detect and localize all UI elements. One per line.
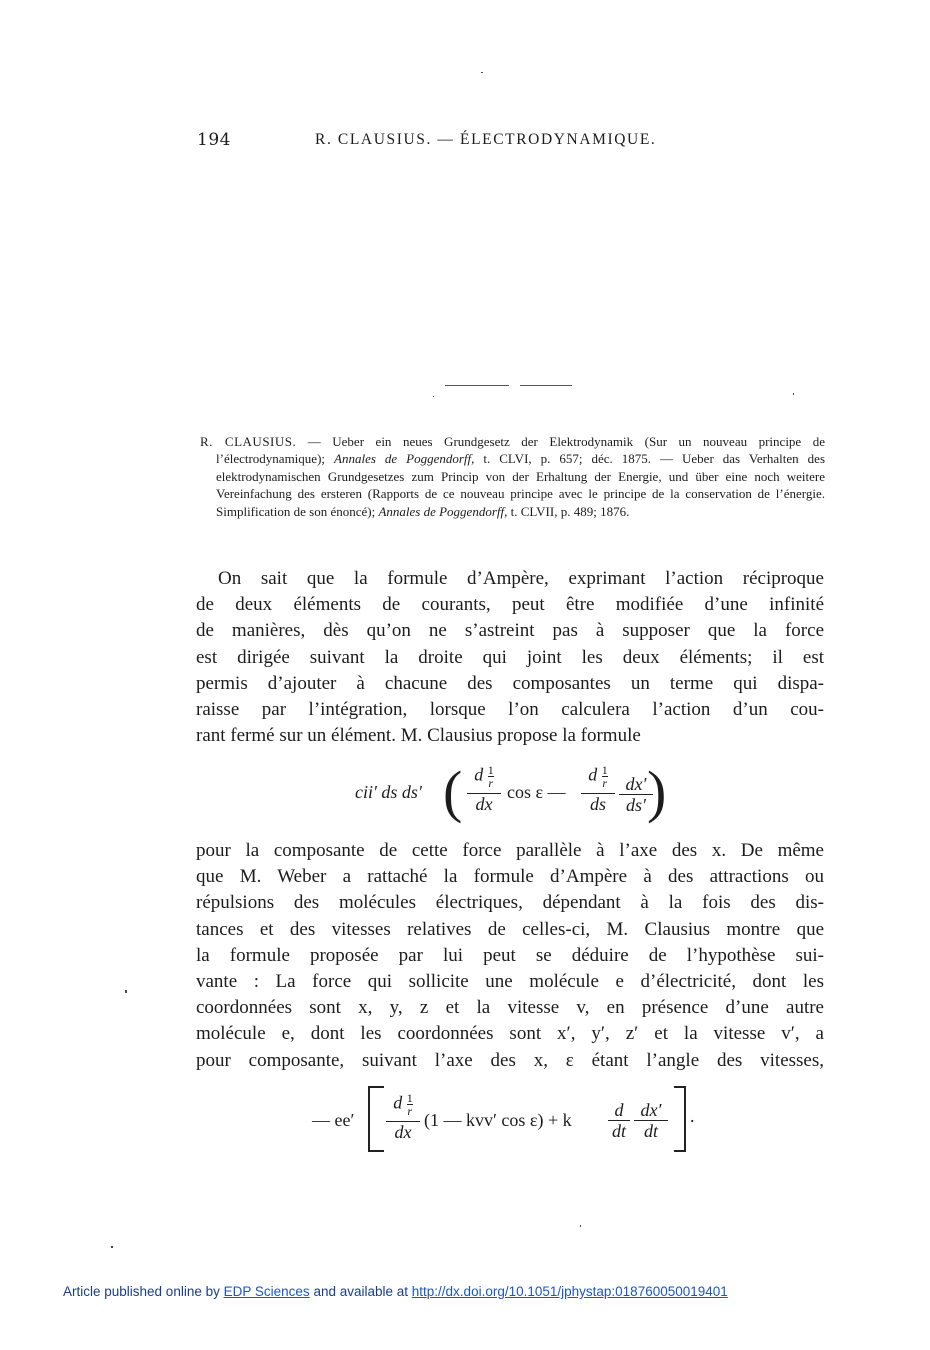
bibliographic-reference [200,433,825,520]
formula2-left-bracket [368,1086,384,1152]
formula2-suffix: . [690,1106,695,1126]
footer-prefix: Article published online by [63,1284,220,1299]
footer-middle: and available at [313,1284,409,1299]
paragraph-line: vante : La force qui sollicite une molécule e d’électricité, dont les [196,970,824,992]
reference-part2-text: — Ueber das Verhalten des elektrodynamischen Grundgesetzes zum Princip von der Erhaltung der Energie, und über eine noch weitere Vereinfachung des ersteren (Rapports de ce nouveau principe avec le principe de la conservation de l’énergie. Simplification de son énoncé); [216,451,825,519]
formula1-frac2-den: ds [581,793,615,814]
formula1-cos-term: cos ε — [507,782,566,802]
running-header [0,130,930,154]
paragraph-line: est dirigée suivant la droite qui joint les deux éléments; il est [196,646,824,668]
separator-dash-left [445,385,509,386]
publisher-link[interactable]: EDP Sciences [223,1284,310,1299]
formula2-frac2-den: dt [608,1120,630,1141]
formula1-frac1-r: r [488,776,494,790]
page-speck [481,72,483,73]
page-speck [433,396,434,397]
page-number: 194 [197,130,231,150]
formula2-right-bracket [674,1086,686,1152]
formula2-frac3-den: dt [634,1120,668,1141]
publication-footer [63,1284,728,1299]
page-speck [125,990,127,993]
formula2-frac1 [386,1092,420,1142]
paragraph-2 [196,838,824,1074]
reference-part1-citation: t. CLVI, p. 657; déc. 1875. [483,451,652,467]
formula1-frac1-d: d [474,764,484,785]
page-speck [793,393,794,395]
formula1-right-paren: ) [647,759,667,824]
formula2-frac1-one: 1 [406,1091,413,1105]
formula2-frac1-r: r [407,1104,413,1118]
paragraph-line: de deux éléments de courants, peut être modifiée d’une infinité [196,594,824,616]
reference-part1-journal: Annales de Poggendorff, [334,451,475,467]
formula2-frac1-d: d [393,1092,403,1113]
paragraph-line: répulsions des molécules électriques, dépendant à la fois des dis- [196,892,824,914]
formula1-frac2 [581,764,615,814]
formula2-frac2 [608,1100,630,1141]
page-speck [111,1246,113,1248]
paragraph-line: molécule e, dont les coordonnées sont x′, y′, z′ et la vitesse v′, a [196,1023,824,1045]
paragraph-line: raisse par l’intégration, lorsque l’on calculera l’action d’un cou- [196,698,824,720]
paragraph-line: que M. Weber a rattaché la formule d’Ampère à des attractions ou [196,866,824,888]
paragraph-line: coordonnées sont x, y, z et la vitesse v, en présence d’une autre [196,997,824,1019]
formula1-frac3-den: ds′ [619,794,653,815]
reference-part2-journal: Annales de Poggendorff, [378,503,508,519]
paragraph-line: On sait que la formule d’Ampère, exprimant l’action réciproque [218,568,824,589]
formula2-prefix: — ee′ [312,1110,355,1130]
reference-part1-text: — Ueber ein neues Grundgesetz der Elektrodynamik (Sur un nouveau principe de l’électrodynamique); [216,434,825,467]
paragraph-line: rant fermé sur un élément. M. Clausius propose la formule [196,725,641,747]
formula2-middle: (1 — kvv′ cos ε) + k [424,1110,572,1130]
formula2-frac3-num: dx′ [640,1100,662,1120]
formula1-frac2-d: d [588,764,598,785]
formula2-frac3 [634,1100,668,1141]
formula1-frac2-r: r [602,776,608,790]
page-speck [580,1225,581,1227]
formula1-frac1 [467,764,501,814]
formula1-prefix: cii′ ds ds′ [355,782,422,802]
paragraph-line: pour la composante de cette force parallèle à l’axe des x. De même [196,840,824,861]
doi-link[interactable]: http://dx.doi.org/10.1051/jphystap:018760050019401 [411,1284,728,1299]
running-title: R. CLAUSIUS. — ÉLECTRODYNAMIQUE. [315,131,657,148]
formula2-frac2-num: d [614,1100,624,1120]
formula2-frac1-den: dx [386,1121,420,1142]
reference-part2-citation: t. CLVII, p. 489; 1876. [510,503,630,519]
paragraph-line: permis d’ajouter à chacune des composantes un terme qui dispa- [196,672,824,694]
paragraph-line: pour composante, suivant l’axe des x, ε étant l’angle des vitesses, [196,1049,824,1071]
paragraph-line: la formule proposée par lui peut se déduire de l’hypothèse sui- [196,944,824,966]
formula1-frac2-one: 1 [601,763,608,777]
paragraph-line: tances et des vitesses relatives de celles-ci, M. Clausius montre que [196,918,824,940]
paragraph-line: de manières, dès qu’on ne s’astreint pas à supposer que la force [196,620,824,642]
formula1-frac1-den: dx [467,793,501,814]
separator-dash-right [520,385,572,386]
formula1-frac3-num: dx′ [625,774,647,794]
formula1-frac1-one: 1 [487,763,494,777]
formula1-left-paren: ( [443,759,463,824]
reference-author: R. CLAUSIUS. [200,434,297,449]
paragraph-1 [196,566,824,749]
